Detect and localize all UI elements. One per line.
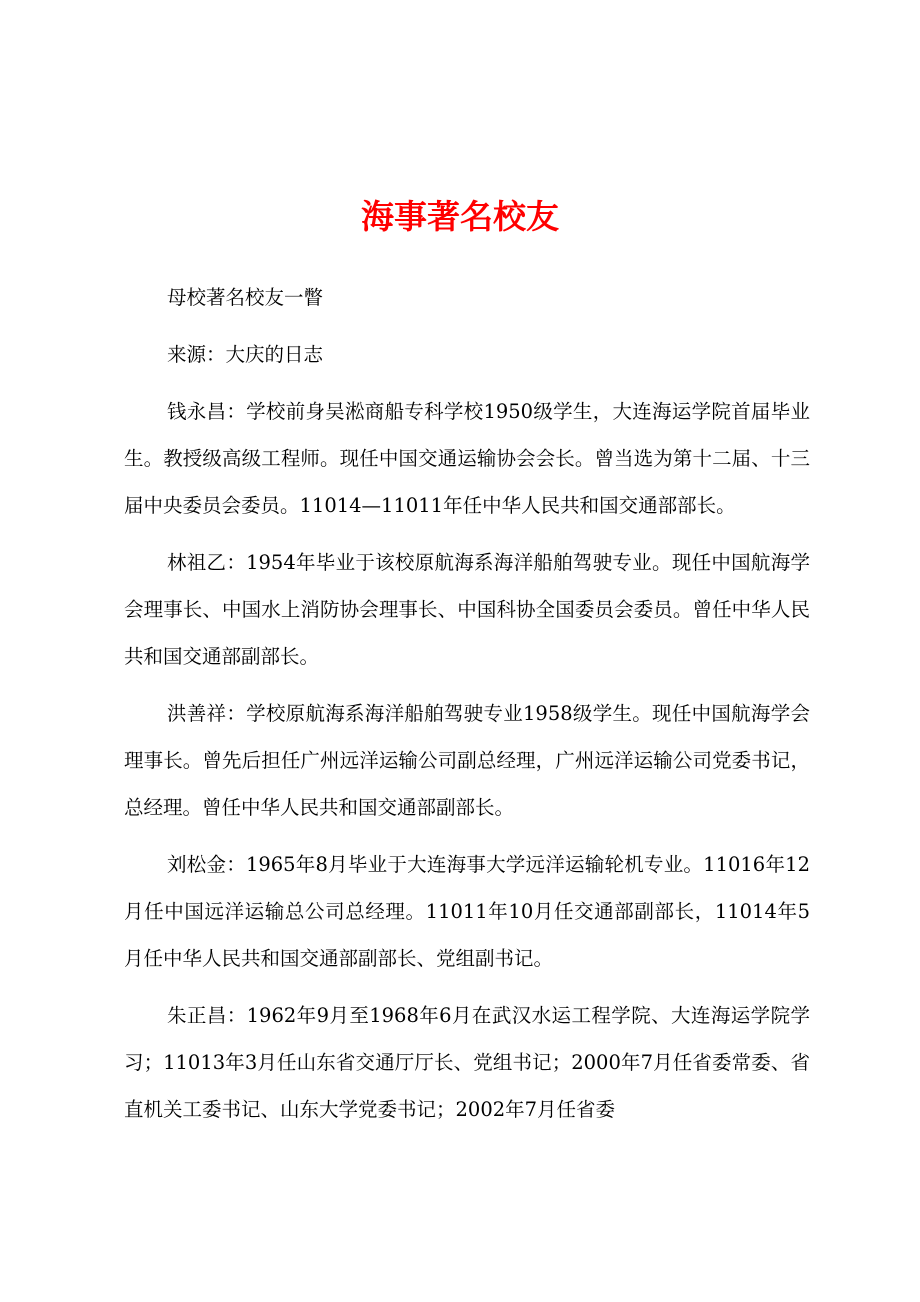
paragraph-alumnus: 刘松金：1965年8月毕业于大连海事大学远洋运输轮机专业。11016年12月任中国远洋运输总公司总经理。11011年10月任交通部副部长，11014年5月任中华人民共和国交通部副部长、党组副书记。: [124, 853, 810, 970]
paragraph-source: 来源：大庆的日志: [167, 343, 324, 366]
document-body: [124, 274, 810, 1143]
paragraph-alumnus: 钱永昌：学校前身吴淞商船专科学校1950级学生，大连海运学院首届毕业生。教授级高级工程师。现任中国交通运输协会会长。曾当选为第十二届、十三届中央委员会委员。11014—11011年任中华人民共和国交通部部长。: [124, 400, 810, 517]
document-title: 海事著名校友: [361, 197, 559, 236]
paragraph-alumnus: 朱正昌：1962年9月至1968年6月在武汉水运工程学院、大连海运学院学习；11013年3月任山东省交通厅厅长、党组书记；2000年7月任省委常委、省直机关工委书记、山东大学党委书记；2002年7月任省委: [124, 1004, 810, 1121]
paragraph-subtitle: 母校著名校友一瞥: [167, 286, 324, 309]
paragraph-alumnus: 林祖乙：1954年毕业于该校原航海系海洋船舶驾驶专业。现任中国航海学会理事长、中国水上消防协会理事长、中国科协全国委员会委员。曾任中华人民共和国交通部副部长。: [124, 551, 810, 668]
paragraph-alumnus: 洪善祥：学校原航海系海洋船舶驾驶专业1958级学生。现任中国航海学会理事长。曾先后担任广州远洋运输公司副总经理，广州远洋运输公司党委书记，总经理。曾任中华人民共和国交通部副部长。: [124, 702, 810, 819]
